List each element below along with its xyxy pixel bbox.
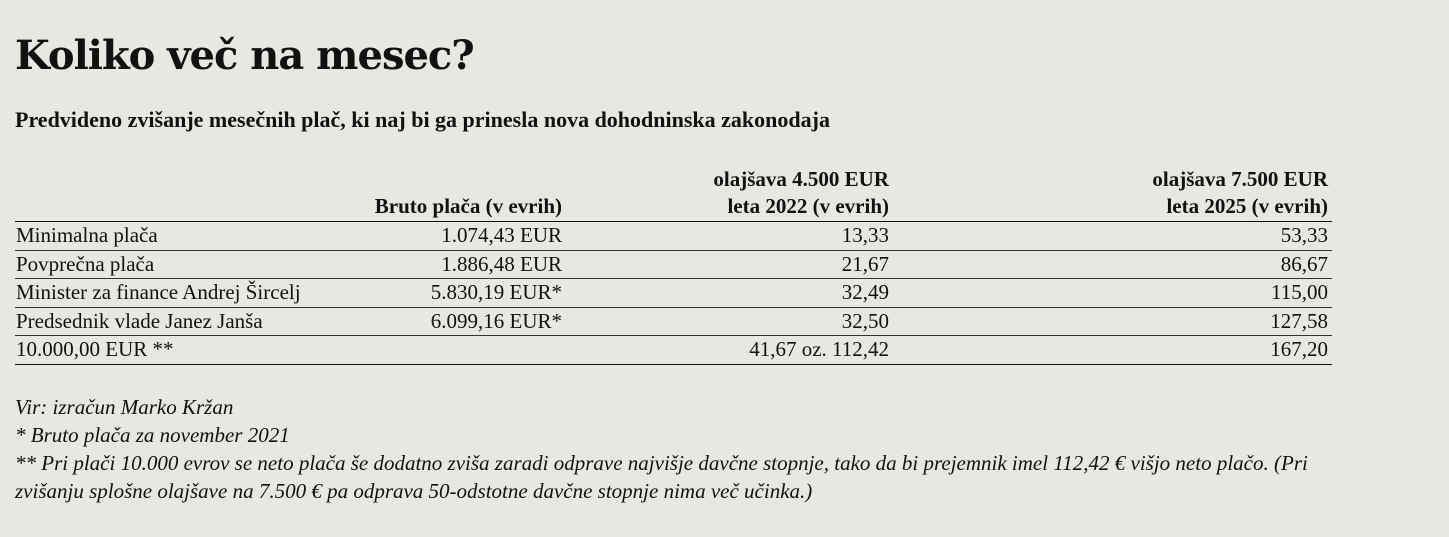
table-header [15,162,1332,222]
page-subtitle: Predvideno zvišanje mesečnih plač, ki naj bi ga prinesla nova dohodninska zakonodaja [15,107,830,132]
row-2025: 86,67 [1280,251,1328,276]
header-2022-line2: leta 2022 (v evrih) [727,194,889,218]
row-2025: 53,33 [1280,223,1328,247]
header-bruto [375,193,562,220]
row-2022: 21,67 [841,251,889,276]
header-2022 [713,166,889,220]
header-2022-line1: olajšava 4.500 EUR [713,167,889,191]
row-2025: 127,58 [1270,308,1328,333]
table-row [15,251,1332,280]
header-2025-line1: olajšava 7.500 EUR [1152,167,1328,191]
row-2022: 41,67 oz. 112,42 [749,337,889,361]
footnote-2: ** Pri plači 10.000 evrov se neto plača še dodatno zviša zaradi odprave najvišje davčne stopnje, tako da bi prejemnik imel 112,42 € višjo neto plačo. (Pri zvišanju splošne olajšave na 7.500 € pa odprava 50-odstotne davčne stopnje nima več učinka.) [15,451,1308,503]
table-row [15,308,1332,337]
row-label: Povprečna plača [16,251,155,276]
row-2025: 115,00 [1271,280,1328,304]
salary-table [15,162,1332,365]
page-title: Koliko več na mesec? [15,32,474,79]
row-bruto: 1.886,48 EUR [441,251,562,276]
header-2025 [1152,166,1328,220]
row-label: 10.000,00 EUR ** [16,337,174,361]
header-bruto-line2: Bruto plača (v evrih) [374,194,562,218]
footnotes [15,393,1345,505]
row-2022: 32,49 [841,280,889,304]
table-row [15,279,1332,308]
row-2022: 13,33 [841,223,889,247]
source-note: Vir: izračun Marko Kržan [15,395,234,419]
row-label: Minimalna plača [16,223,158,247]
header-2025-line2: leta 2025 (v evrih) [1166,194,1328,218]
row-label: Minister za finance Andrej Šircelj [16,280,301,304]
row-bruto: 5.830,19 EUR* [430,280,562,304]
row-2025: 167,20 [1270,337,1328,361]
footnote-1: * Bruto plača za november 2021 [15,423,290,447]
table-row [15,222,1332,251]
table-row [15,336,1332,365]
row-label: Predsednik vlade Janez Janša [16,308,263,333]
row-2022: 32,50 [841,308,889,333]
row-bruto: 1.074,43 EUR [441,223,562,247]
row-bruto: 6.099,16 EUR* [430,308,562,333]
